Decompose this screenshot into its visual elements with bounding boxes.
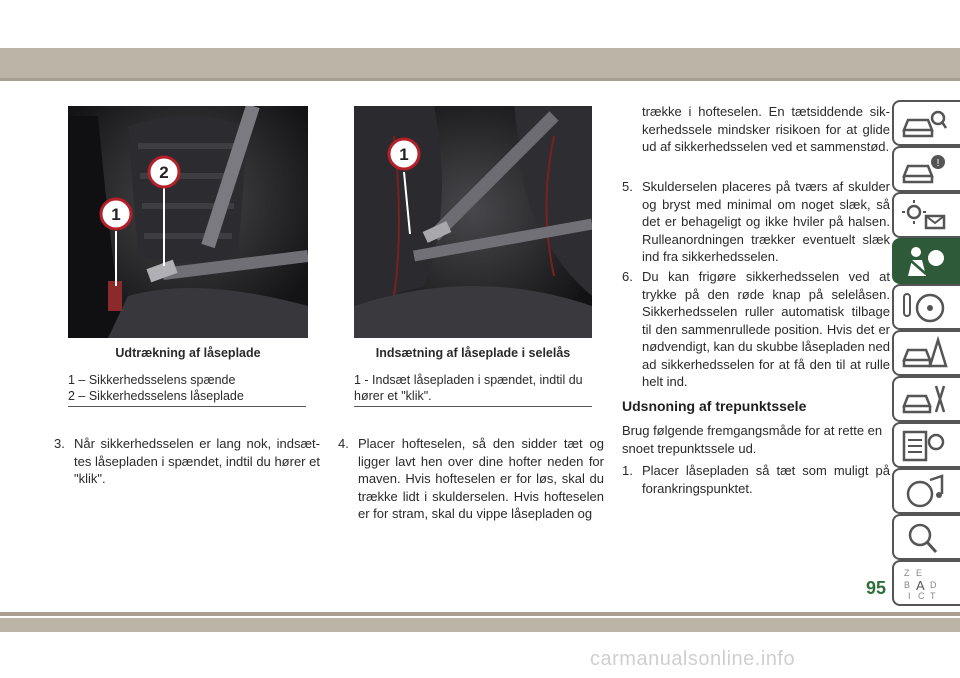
step-4-text: Placer hofteselen, så den sidder tæt og ligger lavt hen over dine hofter neden for maven. Hvis hofteselen er for løs, skal du trække lidt i skulderselen. Hvis hofteselen er for stram, skal du vippe låsepladen og: [358, 436, 604, 521]
svg-text:C: C: [918, 591, 925, 601]
figure1-photo: [68, 106, 308, 338]
watermark: carmanualsonline.info: [590, 648, 796, 670]
svg-text:1: 1: [111, 205, 121, 224]
svg-text:I: I: [908, 591, 911, 601]
figure1-title: Udtrækning af låseplade: [115, 346, 261, 360]
page-number: 95: [866, 578, 887, 598]
steering-wheel-icon: [900, 290, 948, 326]
svg-text:E: E: [916, 568, 923, 578]
step-3-text: Når sikkerhedsselen er lang nok, indsættes låsepladen i spændet, indtil du hører et "klik".: [74, 436, 320, 486]
figure2-title: Indsætning af låseplade i selelås: [375, 346, 571, 360]
svg-text:T: T: [930, 591, 936, 601]
header-band-line: [0, 78, 960, 81]
svg-text:!: !: [936, 158, 940, 169]
section-step-1-number: 1.: [622, 463, 633, 478]
car-warning-icon: [900, 152, 948, 188]
section-intro: Brug følgende fremgangsmåde for at rette en snoet trepunktssele ud.: [622, 423, 883, 456]
step-6-text: Du kan frigøre sikkerhedsselen ved at trykke på den røde knap på selelåsen. Sikkerhedsselen ruller automatisk tilbage til den sammenrullede position. Hvis det er nødvendigt, kan du skubbe låsepladen ned ad sikkerhedsselen for at få den til at rulle helt ind.: [642, 269, 890, 389]
tab-car-search[interactable]: [892, 100, 960, 146]
tab-settings-list[interactable]: [892, 422, 960, 468]
footer-band: [0, 618, 960, 632]
header-band: [0, 48, 960, 78]
tab-car-tools[interactable]: [892, 376, 960, 422]
figure2-rule: [354, 406, 592, 407]
svg-text:1: 1: [399, 145, 409, 164]
tab-seatbelt-airbag[interactable]: [892, 238, 960, 284]
figure2-photo: [354, 106, 592, 338]
figure1-rule: [68, 406, 306, 407]
svg-text:2: 2: [159, 163, 169, 182]
car-tools-icon: [900, 382, 948, 418]
svg-text:A: A: [916, 578, 925, 593]
car-search-icon: [900, 106, 948, 142]
svg-text:D: D: [930, 580, 937, 590]
tab-steering-wheel[interactable]: [892, 284, 960, 330]
tab-dashboard-lights[interactable]: [892, 192, 960, 238]
warning-triangle-car-icon: [900, 336, 948, 372]
dashboard-lights-icon: [900, 198, 948, 234]
section-step-1: [622, 462, 890, 497]
step-5-number: 5.: [622, 179, 633, 194]
index-icon: [900, 566, 948, 602]
figure1-legend-item-2: 2 – Sikkerhedsselens låseplade: [68, 389, 244, 403]
search-icon: [900, 520, 948, 556]
step-4-continued-text: trække i hofteselen. En tætsiddende sikkerhedssele mindsker risikoen for at glide ud af sikkerhedsselen ved et sammenstød.: [642, 104, 890, 154]
section-heading: Udsnoning af trepunktssele: [622, 398, 807, 414]
svg-text:Z: Z: [904, 568, 910, 578]
seatbelt-airbag-icon: [900, 244, 948, 280]
tab-multimedia[interactable]: [892, 468, 960, 514]
settings-list-icon: [900, 428, 948, 464]
multimedia-icon: [900, 474, 948, 510]
figure1-legend: [68, 372, 308, 404]
step-5-text: Skulderselen placeres på tværs af skulder og bryst med minimal om noget slæk, så det er behageligt og ikke hviler på halsen. Rulleanordningen trækker eventuelt slæk ind fra sikkerhedsselen.: [642, 179, 890, 264]
figure1-legend-item-1: 1 – Sikkerhedsselens spænde: [68, 373, 236, 387]
tab-search[interactable]: [892, 514, 960, 560]
svg-text:B: B: [904, 580, 911, 590]
tab-index[interactable]: [892, 560, 960, 606]
tab-car-warning[interactable]: [892, 146, 960, 192]
figure2-legend: 1 - Indsæt låsepladen i spændet, indtil du hører et "klik".: [354, 373, 583, 403]
step-4: [338, 435, 604, 523]
step-3-number: 3.: [54, 436, 65, 451]
section-step-1-text: Placer låsepladen så tæt som muligt på forankringspunktet.: [642, 463, 890, 496]
tab-warning-triangle-car[interactable]: [892, 330, 960, 376]
step-4-number: 4.: [338, 436, 349, 451]
step-3: [54, 435, 320, 488]
step-6: [622, 268, 890, 391]
step-4-continued: [622, 103, 890, 156]
step-5: [622, 178, 890, 266]
step-6-number: 6.: [622, 269, 633, 284]
footer-band-line: [0, 612, 960, 616]
